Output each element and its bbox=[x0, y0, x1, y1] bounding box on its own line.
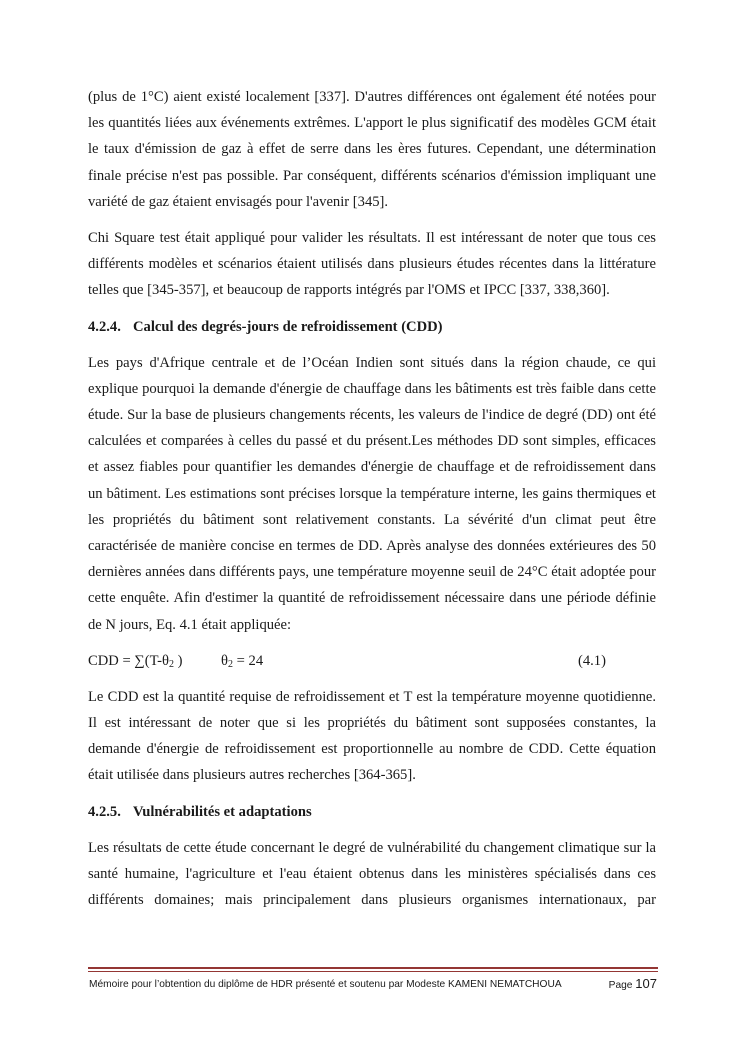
section-heading-4-2-4 bbox=[88, 314, 656, 340]
footer-rule-thick bbox=[88, 967, 658, 969]
equation-number: (4.1) bbox=[578, 652, 606, 669]
paragraph-5: Les résultats de cette étude concernant le degré de vulnérabilité du changement climatique sur la santé humaine, l'agriculture et l'eau étaient obtenus dans les ministères spécialisés dans ces différents domaines; mais principalement dans plusieurs organismes internationaux, par bbox=[88, 839, 656, 909]
section-number: 4.2.4. bbox=[88, 318, 121, 335]
document-body bbox=[88, 84, 656, 923]
equation-4-1 bbox=[88, 648, 656, 674]
section-number: 4.2.5. bbox=[88, 803, 121, 820]
equation-rhs: $\theta_2 = 24$ bbox=[221, 652, 264, 670]
page-label: Page bbox=[608, 980, 633, 991]
section-heading-4-2-5 bbox=[88, 799, 656, 825]
page-footer bbox=[89, 976, 657, 996]
footer-rule-thin bbox=[88, 971, 658, 972]
paragraph-1: (plus de 1°C) aient existé localement [337]. D'autres différences ont également été notées pour les quantités liées aux événements extrêmes. L'apport le plus significatif des modèles GCM était le taux d'émission de gaz à effet de serre dans les ères futures. Cependant, une détermination finale précise n'est pas possible. Par conséquent, différents scénarios d'émission impliquant une variété de gaz étaient envisagés pour l'avenir [345]. bbox=[88, 89, 656, 210]
paragraph-3: Les pays d'Afrique centrale et de l’Océan Indien sont situés dans la région chaude, ce qui explique pourquoi la demande d'énergie de chauffage dans les bâtiments est très faible dans cette étude. Sur la base de plusieurs changements récents, les valeurs de l'indice de degré (DD) ont été calculées et comparées à celles du passé et du présent.Les méthodes DD sont simples, efficaces et assez fiables pour quantifier les demandes d'énergie de chauffage et de refroidissement dans un bâtiment. Les estimations sont précises lorsque la température interne, les gains thermiques et les propriétés du bâtiment sont relativement constants. La sévérité d'un climat peut être caractérisée de manière concise en termes de DD. Après analyse des données extérieures des 50 dernières années dans différents pays, une température moyenne seuil de 24°C était adoptée pour cette enquête. Afin d'estimer la quantité de refroidissement nécessaire dans une période définie de N jours, Eq. 4.1 était appliquée: bbox=[88, 354, 656, 633]
page-number-block bbox=[609, 976, 657, 991]
paragraph-4: Le CDD est la quantité requise de refroidissement et T est la température moyenne quotidienne. Il est intéressant de noter que si les propriétés du bâtiment sont supposées constantes, la demande d'énergie de refroidissement est proportionnelle au nombre de CDD. Cette équation était utilisée dans plusieurs autres recherches [364-365]. bbox=[88, 688, 656, 784]
section-title: Vulnérabilités et adaptations bbox=[133, 803, 312, 820]
section-title: Calcul des degrés-jours de refroidissement (CDD) bbox=[133, 318, 443, 335]
equation-lhs: CDD = $\sum(T-\theta_2$ ) bbox=[88, 652, 183, 670]
footer-text: Mémoire pour l’obtention du diplôme de HDR présenté et soutenu par Modeste KAMENI NEMATCHOUA bbox=[89, 979, 562, 990]
page-number: 107 bbox=[635, 976, 657, 991]
paragraph-2: Chi Square test était appliqué pour valider les résultats. Il est intéressant de noter que tous ces différents modèles et scénarios étaient utilisés dans plusieurs études récentes dans la littérature telles que [345-357], et beaucoup de rapports intégrés par l'OMS et IPCC [337, 338,360]. bbox=[88, 230, 656, 299]
